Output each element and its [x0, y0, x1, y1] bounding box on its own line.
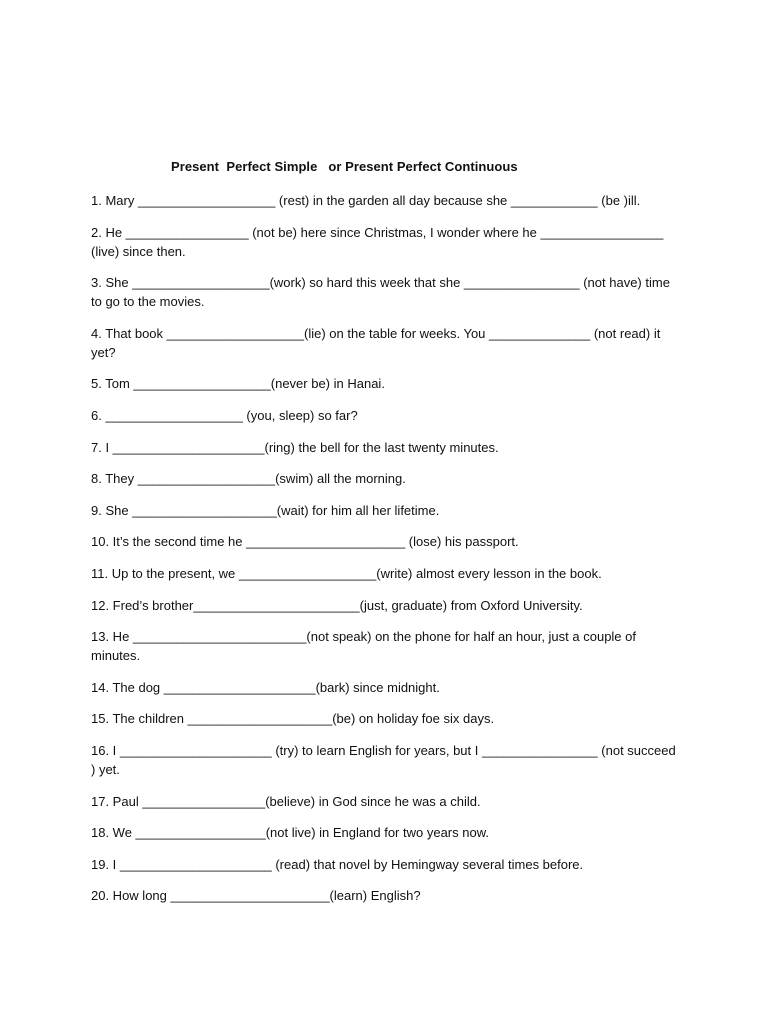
question-4: 4. That book ___________________(lie) on the table for weeks. You ______________ (not read) it yet? — [91, 325, 664, 360]
question-3: 3. She ___________________(work) so hard this week that she ________________ (not have) time to go to the movies. — [91, 275, 674, 310]
question-2: 2. He _________________ (not be) here since Christmas, I wonder where he _________________ (live) since then. — [91, 224, 668, 259]
question-19: 19. I _____________________ (read) that novel by Hemingway several times before. — [91, 856, 584, 872]
worksheet-title: Present Perfect Simple or Present Perfect Continuous — [171, 159, 518, 174]
question-6: 6. ___________________ (you, sleep) so far? — [91, 407, 358, 423]
question-1: 1. Mary ___________________ (rest) in the garden all day because she ____________ (be )ill. — [91, 193, 641, 208]
question-5: 5. Tom ___________________(never be) in Hanai. — [91, 376, 385, 392]
question-list — [91, 191, 681, 918]
question-7: 7. I _____________________(ring) the bell for the last twenty minutes. — [91, 439, 499, 455]
question-12: 12. Fred’s brother_______________________(just, graduate) from Oxford University. — [91, 597, 583, 613]
question-17: 17. Paul _________________(believe) in God since he was a child. — [91, 793, 481, 809]
question-11: 11. Up to the present, we ___________________(write) almost every lesson in the book. — [91, 565, 602, 581]
question-14: 14. The dog _____________________(bark) since midnight. — [91, 679, 440, 695]
question-18: 18. We __________________(not live) in England for two years now. — [91, 825, 489, 841]
question-13: 13. He ________________________(not speak) on the phone for half an hour, just a couple of minutes. — [91, 629, 640, 664]
question-10: 10. It’s the second time he ______________________ (lose) his passport. — [91, 534, 519, 550]
question-15: 15. The children ____________________(be) on holiday foe six days. — [91, 711, 495, 727]
question-16: 16. I _____________________ (try) to learn English for years, but I ________________ (not succeed ) yet. — [91, 742, 680, 777]
question-8: 8. They ___________________(swim) all the morning. — [91, 471, 406, 487]
question-20: 20. How long ______________________(learn) English? — [91, 888, 421, 904]
question-9: 9. She ____________________(wait) for him all her lifetime. — [91, 502, 440, 518]
